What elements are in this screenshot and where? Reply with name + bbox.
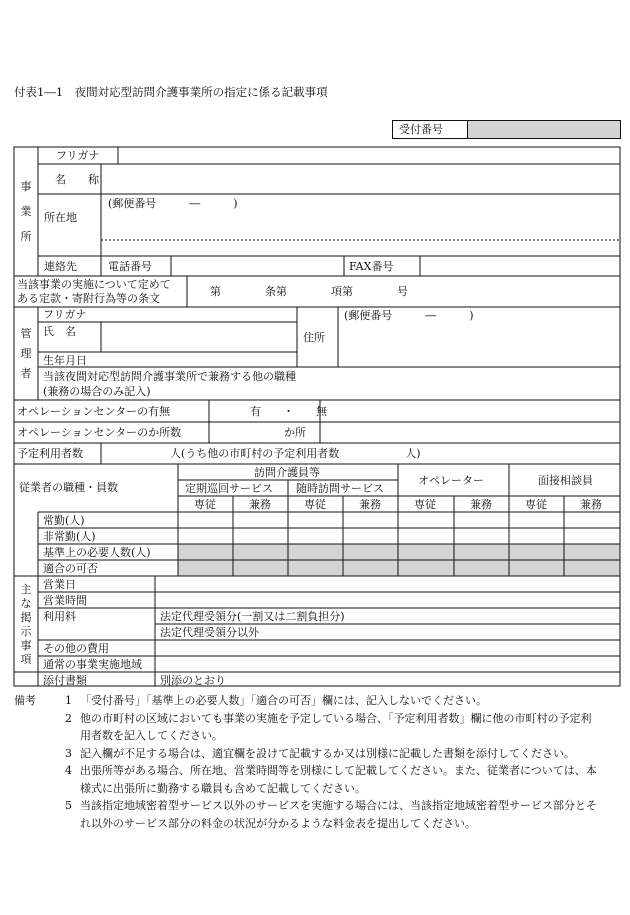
full-time-3: 専従 xyxy=(414,498,436,511)
manager-postal: (郵便番号 ― ) xyxy=(344,309,474,322)
business-hours-label: 営業時間 xyxy=(43,594,87,607)
office-fax-label: FAX番号 xyxy=(349,260,394,273)
articles-label-line1: 当該事業の実施について定めて xyxy=(17,278,171,291)
notes-heading: 備考 xyxy=(14,694,36,707)
visit-care-header: 訪問介護員等 xyxy=(254,466,320,479)
staff-row-parttime: 非常勤(人) xyxy=(43,530,96,543)
staff-label: 従業者の職種・員数 xyxy=(19,481,118,494)
part-time-3: 兼務 xyxy=(470,498,492,511)
fees-label: 利用料 xyxy=(43,610,76,623)
main-items-section-label: 主 な 掲 示 事 項 xyxy=(20,583,32,666)
articles-value: 第 条第 項第 号 xyxy=(210,285,408,298)
manager-address-label: 住所 xyxy=(303,331,325,344)
note-item: 備考 1 「受付番号」「基準上の必要人数」「適合の可否」欄には、記入しないでください。 xyxy=(14,692,620,710)
planned-users-label: 予定利用者数 xyxy=(17,447,83,460)
other-costs-label: その他の費用 xyxy=(43,642,109,655)
business-days-label: 営業日 xyxy=(43,578,76,591)
staff-row-fulltime: 常勤(人) xyxy=(43,514,85,527)
fee-option-1: 法定代理受領分(一割又は二割負担分) xyxy=(160,610,345,623)
part-time-2: 兼務 xyxy=(359,498,381,511)
part-time-4: 兼務 xyxy=(580,498,602,511)
manager-concurrent-line1: 当該夜間対応型訪問介護事業所で兼務する他の職種 xyxy=(43,370,296,383)
staff-row-required: 基準上の必要人数(人) xyxy=(43,546,151,559)
center-count-label: オペレーションセンターのか所数 xyxy=(17,426,182,439)
office-contact-label: 連絡先 xyxy=(44,260,77,273)
operation-center-value: 有 ・ 無 xyxy=(250,405,327,418)
regular-patrol-header: 定期巡回サービス xyxy=(185,482,273,495)
manager-birth-label: 生年月日 xyxy=(43,354,87,367)
full-time-1: 専従 xyxy=(194,498,216,511)
note-item: 4 出張所等がある場合、所在地、営業時間等を別様にして記載してください。また、従業者については、本 様式に出張所に勤務する職員も含めて記載してください。 xyxy=(65,764,597,795)
manager-name-label: 氏 名 xyxy=(43,325,76,338)
note-item: 5 当該指定地域密着型サービス以外のサービスを実施する場合には、当該指定地域密着型サービス部分とそ れ以外のサービス部分の料金の状況が分かるような料金表を提出してください。 xyxy=(65,799,597,830)
office-section-label: 事 業 所 xyxy=(20,180,32,243)
office-name-label: 名 称 xyxy=(55,173,99,186)
operation-center-label: オペレーションセンターの有無 xyxy=(17,405,171,418)
full-time-2: 専従 xyxy=(304,498,326,511)
receipt-number-label: 受付番号 xyxy=(393,121,468,138)
manager-section-label: 管 理 者 xyxy=(20,327,32,380)
office-furigana-label: フリガナ xyxy=(56,149,100,162)
manager-concurrent-line2: (兼務の場合のみ記入) xyxy=(43,385,151,398)
articles-label-line2: ある定款・寄附行為等の条文 xyxy=(17,292,160,305)
interviewer-header: 面接相談員 xyxy=(538,474,593,487)
note-item: 3 記入欄が不足する場合は、適宜欄を設けて記載するか又は別様に記載した書類を添付してください。 xyxy=(65,746,575,760)
center-count-value: か所 xyxy=(284,426,306,439)
attachments-label: 添付書類 xyxy=(43,674,87,687)
operator-header: オペレーター xyxy=(418,474,484,487)
form-title: 付表1―1 夜間対応型訪問介護事業所の指定に係る記載事項 xyxy=(14,85,328,99)
on-demand-header: 随時訪問サービス xyxy=(296,482,384,495)
manager-furigana-label: フリガナ xyxy=(43,308,87,321)
office-phone-label: 電話番号 xyxy=(108,260,152,273)
office-postal: (郵便番号 ― ) xyxy=(108,197,238,210)
fee-option-2: 法定代理受領分以外 xyxy=(160,626,259,639)
attachments-value: 別添のとおり xyxy=(160,674,226,687)
part-time-1: 兼務 xyxy=(249,498,271,511)
notes-section xyxy=(14,692,620,832)
note-item: 2 他の市町村の区域においても事業の実施を予定している場合、「予定利用者数」欄に他の市町村の予定利 用者数を記入してください。 xyxy=(65,711,592,742)
planned-users-value: 人(うち他の市町村の予定利用者数 人) xyxy=(170,447,421,460)
service-area-label: 通常の事業実施地域 xyxy=(43,658,142,671)
full-time-4: 専従 xyxy=(525,498,547,511)
staff-row-compliance: 適合の可否 xyxy=(43,562,98,575)
office-address-label: 所在地 xyxy=(44,211,77,224)
